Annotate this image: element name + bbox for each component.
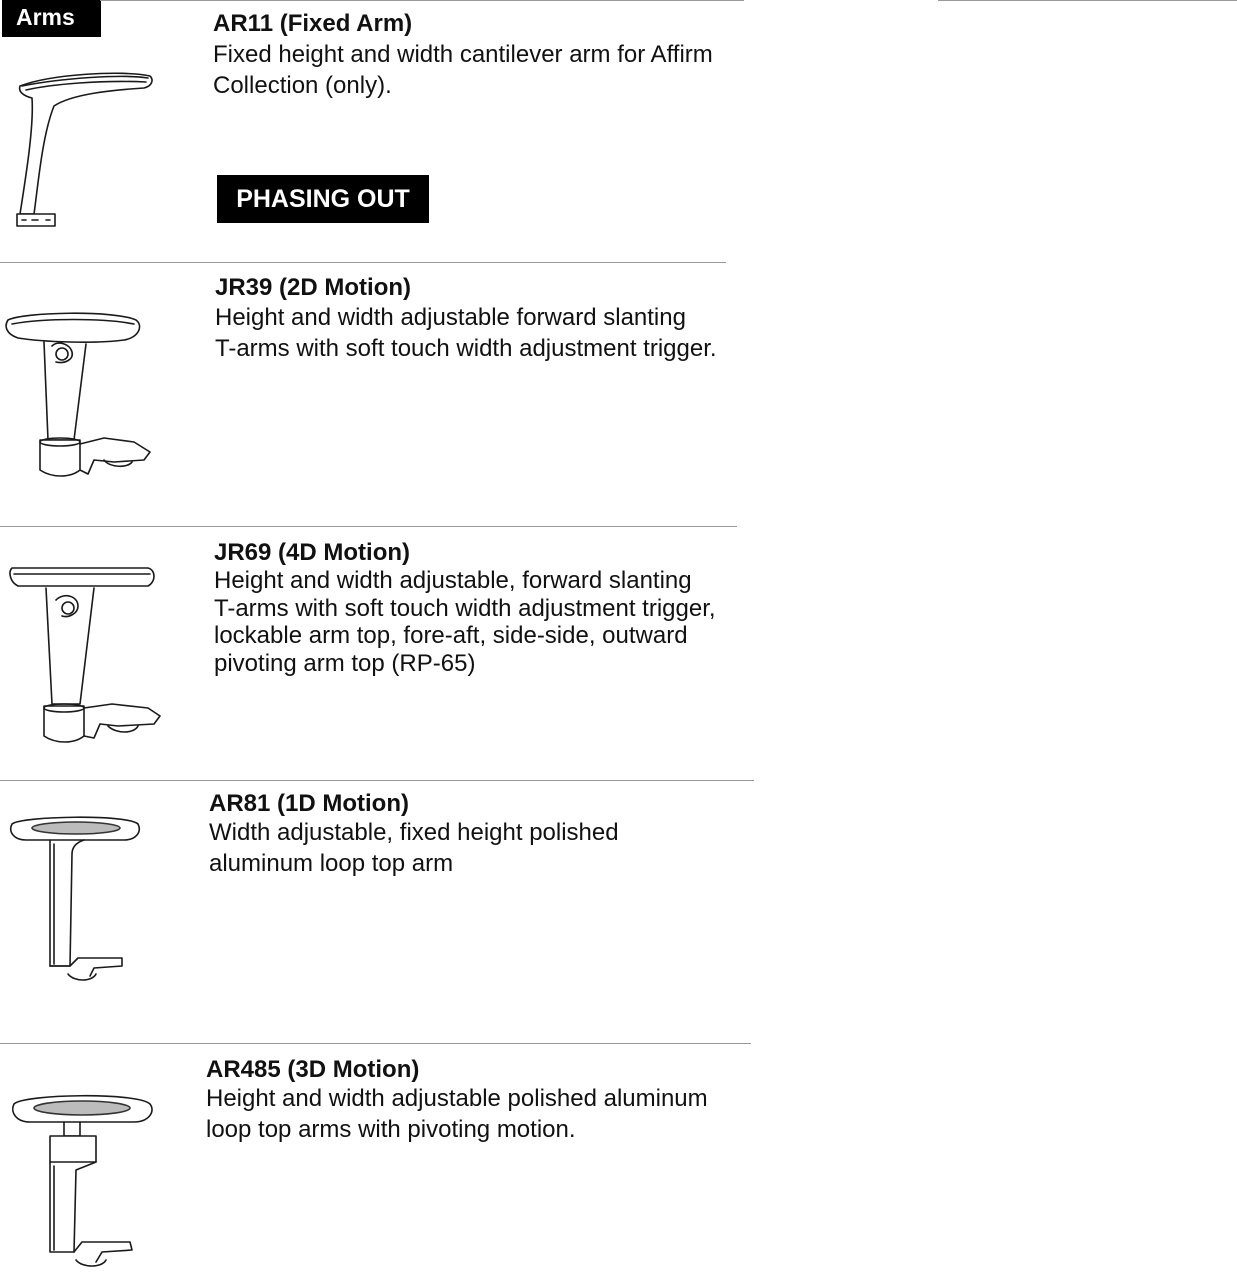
item-description — [215, 303, 717, 364]
divider — [0, 526, 737, 527]
4d-motion-arm-icon — [8, 560, 164, 746]
item-description-line: Height and width adjustable polished aluminum — [206, 1085, 708, 1112]
item-title: JR39 (2D Motion) — [215, 274, 412, 301]
item-description — [214, 567, 716, 677]
fixed-arm-icon — [12, 66, 162, 236]
item-description-line: aluminum loop top arm — [209, 849, 454, 877]
item-description — [213, 40, 713, 101]
divider — [0, 780, 754, 781]
status-badge-phasing-out: PHASING OUT — [217, 175, 429, 223]
item-description-line: T-arms with soft touch width adjustment trigger, — [214, 594, 716, 622]
item-description-line: T-arms with soft touch width adjustment trigger. — [215, 334, 717, 362]
item-description-line: Width adjustable, fixed height polished — [209, 819, 619, 846]
item-description-line: Height and width adjustable forward slanting — [215, 304, 686, 331]
item-title: JR69 (4D Motion) — [214, 539, 411, 566]
item-title: AR485 (3D Motion) — [206, 1056, 420, 1083]
item-description-line: lockable arm top, fore-aft, side-side, outward — [214, 622, 688, 649]
2d-motion-arm-icon — [4, 310, 154, 482]
item-description-line: loop top arms with pivoting motion. — [206, 1115, 576, 1143]
1d-motion-loop-arm-icon — [8, 814, 148, 986]
item-description-line: Collection (only). — [213, 71, 392, 99]
divider-top-left — [100, 0, 744, 1]
divider-top-right — [938, 0, 1237, 1]
item-description-line: Fixed height and width cantilever arm for Affirm — [213, 41, 713, 68]
item-title: AR81 (1D Motion) — [209, 790, 409, 817]
item-title: AR11 (Fixed Arm) — [213, 10, 413, 37]
item-description-line: Height and width adjustable, forward slanting — [214, 567, 692, 594]
3d-motion-loop-arm-icon — [10, 1090, 160, 1270]
divider — [0, 262, 726, 263]
divider — [0, 1043, 751, 1044]
item-description — [209, 818, 619, 879]
item-description-line: pivoting arm top (RP-65) — [214, 649, 476, 677]
section-tag-arms: Arms — [2, 0, 101, 37]
item-description — [206, 1084, 708, 1145]
